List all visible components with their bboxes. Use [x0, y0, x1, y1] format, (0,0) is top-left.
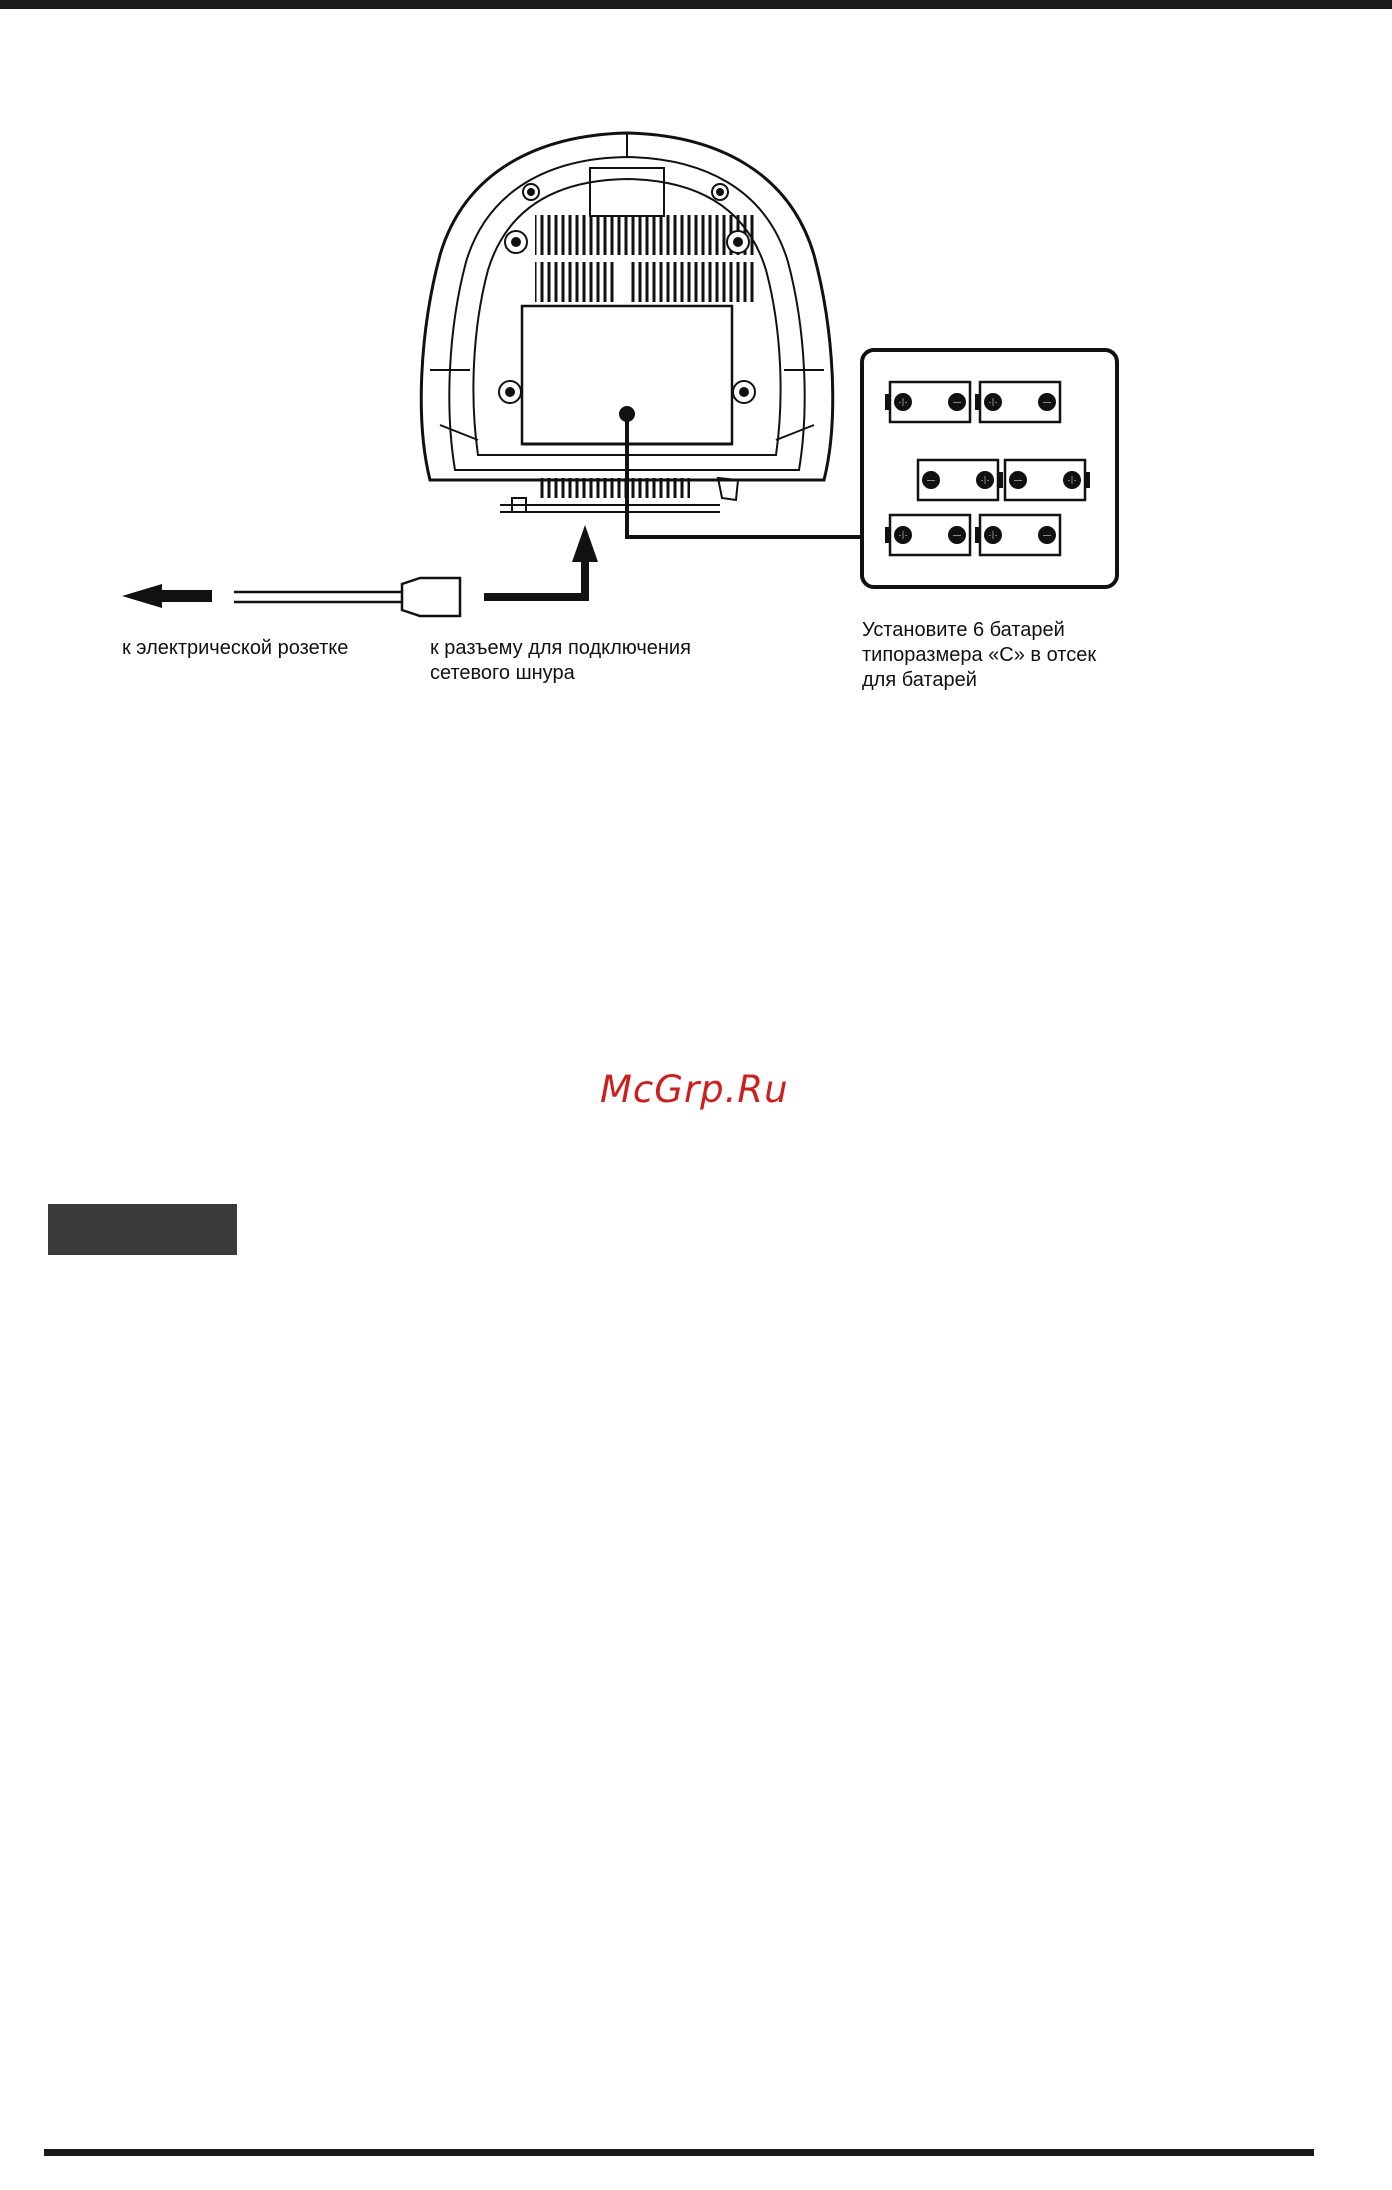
arrow-to-outlet-icon [122, 584, 212, 608]
caption-line: типоразмера «С» в отсек [862, 644, 1097, 666]
device-rear-diagram [0, 0, 1392, 720]
caption-line: Установите 6 батарей [862, 619, 1065, 641]
vent-slots [535, 262, 615, 302]
battery-icon [976, 515, 1060, 555]
power-cord [122, 525, 598, 616]
caption-battery-instruction [862, 618, 1182, 693]
caption-line: к разъему для подключения [430, 637, 691, 659]
label-plate [590, 168, 664, 216]
battery-icon [976, 382, 1060, 422]
bottom-rule [44, 2149, 1314, 2156]
watermark: McGrp.Ru [600, 1068, 789, 1111]
battery-icon [918, 460, 1002, 500]
arrow-to-connector-icon [572, 525, 598, 562]
caption-line: сетевого шнура [430, 662, 575, 684]
arrow-to-connector-line [484, 560, 585, 597]
caption-to-connector [430, 636, 691, 686]
battery-icon [1005, 460, 1089, 500]
battery-icon [886, 382, 970, 422]
section-tab [48, 1204, 237, 1255]
caption-line: для батарей [862, 669, 977, 691]
vent-slots [630, 262, 755, 302]
leader-line [627, 414, 862, 537]
battery-icon [886, 515, 970, 555]
bottom-connector-strip [500, 478, 738, 512]
vent-slots [535, 215, 755, 255]
caption-to-outlet: к электрической розетке [122, 637, 349, 659]
